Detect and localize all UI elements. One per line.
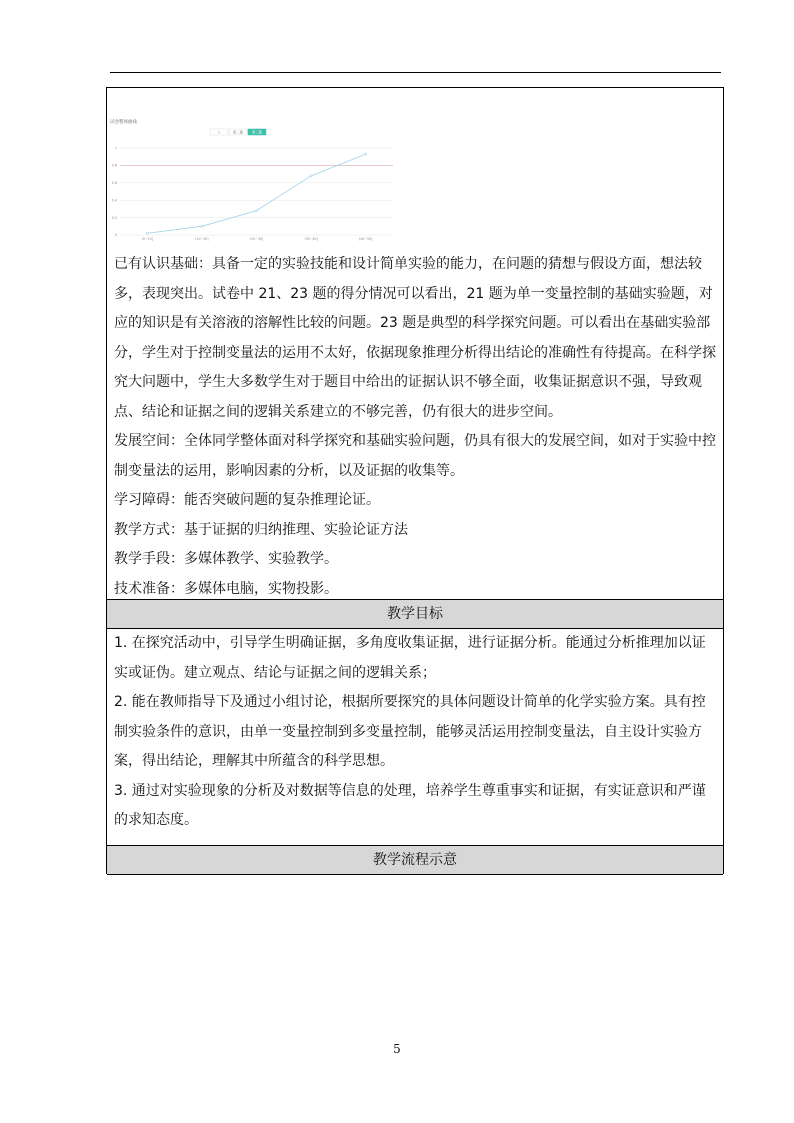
goal-item: 2. 能在教师指导下及通过小组讨论，根据所要探究的具体问题设计简单的化学实验方案。具有控制实验条件的意识，由单一变量控制到多变量控制，能够灵活运用控制变量法，自主设计实验方案，得出结论，理解其中所蕴含的科学思想。 <box>114 694 706 769</box>
data-point <box>201 225 203 227</box>
section-header-goals: 教学目标 <box>107 599 723 629</box>
goal-item: 1. 在探究活动中，引导学生明确证据，多角度收集证据，进行证据分析。能通过分析推理加以证实或证伪。建立观点、结论与证据之间的逻辑关系； <box>114 635 706 681</box>
y-tick-label: 1 <box>114 146 117 151</box>
paragraph-technical-prep: 技术准备：多媒体电脑，实物投影。 <box>114 580 338 597</box>
y-tick-label: 0.6 <box>111 181 117 185</box>
data-point <box>256 210 258 212</box>
paragraph-teaching-means: 教学手段：多媒体教学、实验教学。 <box>114 551 338 567</box>
paragraph-teaching-method: 教学方式：基于证据的归纳推理、实验论证方法 <box>114 521 408 538</box>
x-tick-label: (0~10] <box>141 237 153 241</box>
teaching-goals <box>114 629 716 836</box>
x-tick-label: (20~30] <box>249 237 264 241</box>
chart-tab-group <box>210 129 266 135</box>
chart-title: 试卷整体曲线 <box>110 120 137 125</box>
paragraph-development-space: 发展空间：全体同学整体面对科学探究和基础实验问题，仍具有很大的发展空间，如对于实验中控制变量法的运用，影响因素的分析，以及证据的收集等。 <box>114 433 716 479</box>
score-curve-chart <box>110 115 400 245</box>
y-tick-label: 0.2 <box>111 215 117 220</box>
chart-tab-label: 第三题 <box>251 130 263 135</box>
x-tick-label: (40~50] <box>359 237 373 241</box>
chart-tab-label: 1 <box>217 130 221 135</box>
goal-item: 3. 通过对实验现象的分析及对数据等信息的处理，培养学生尊重事实和证据，有实证意识和严谨的求知态度。 <box>114 782 706 828</box>
page-number: 5 <box>393 1042 401 1056</box>
x-tick-label: (10~20] <box>195 237 209 241</box>
data-point <box>365 153 367 155</box>
series-line <box>147 154 365 233</box>
data-point <box>146 232 148 234</box>
y-tick-label: 0.4 <box>111 198 117 203</box>
section-header-flow: 教学流程示意 <box>107 845 723 875</box>
data-point <box>310 175 312 177</box>
header-rule <box>110 72 721 73</box>
paragraph-learning-obstacle: 学习障碍：能否突破问题的复杂推理论证。 <box>114 492 380 508</box>
chart-tab-label: 第二题 <box>232 130 244 135</box>
x-tick-label: (30~40] <box>304 237 318 241</box>
learner-analysis <box>114 250 716 604</box>
paragraph-prior-knowledge: 已有认识基础：具备一定的实验技能和设计简单实验的能力，在问题的猜想与假设方面，想法较多，表现突出。试卷中 21、23 题的得分情况可以看出，21 题为单一变量控制的基础实验题，对应的知识是有关溶液的溶解性比较的问题。23 题是典型的科学探究问题。可以看出在基础实验部分，学生对于控制变量法的运用不太好，依据现象推理分析得出结论的准确性有待提高。在科学探究大问题中，学生大多数学生对于题目中给出的证据认识不够全面，收集证据意识不强，导致观点、结论和证据之间的逻辑关系建立的不够完善，仍有很大的进步空间。 <box>114 256 716 420</box>
y-tick-label: 0 <box>114 233 117 238</box>
y-tick-label: 0.8 <box>111 163 117 168</box>
